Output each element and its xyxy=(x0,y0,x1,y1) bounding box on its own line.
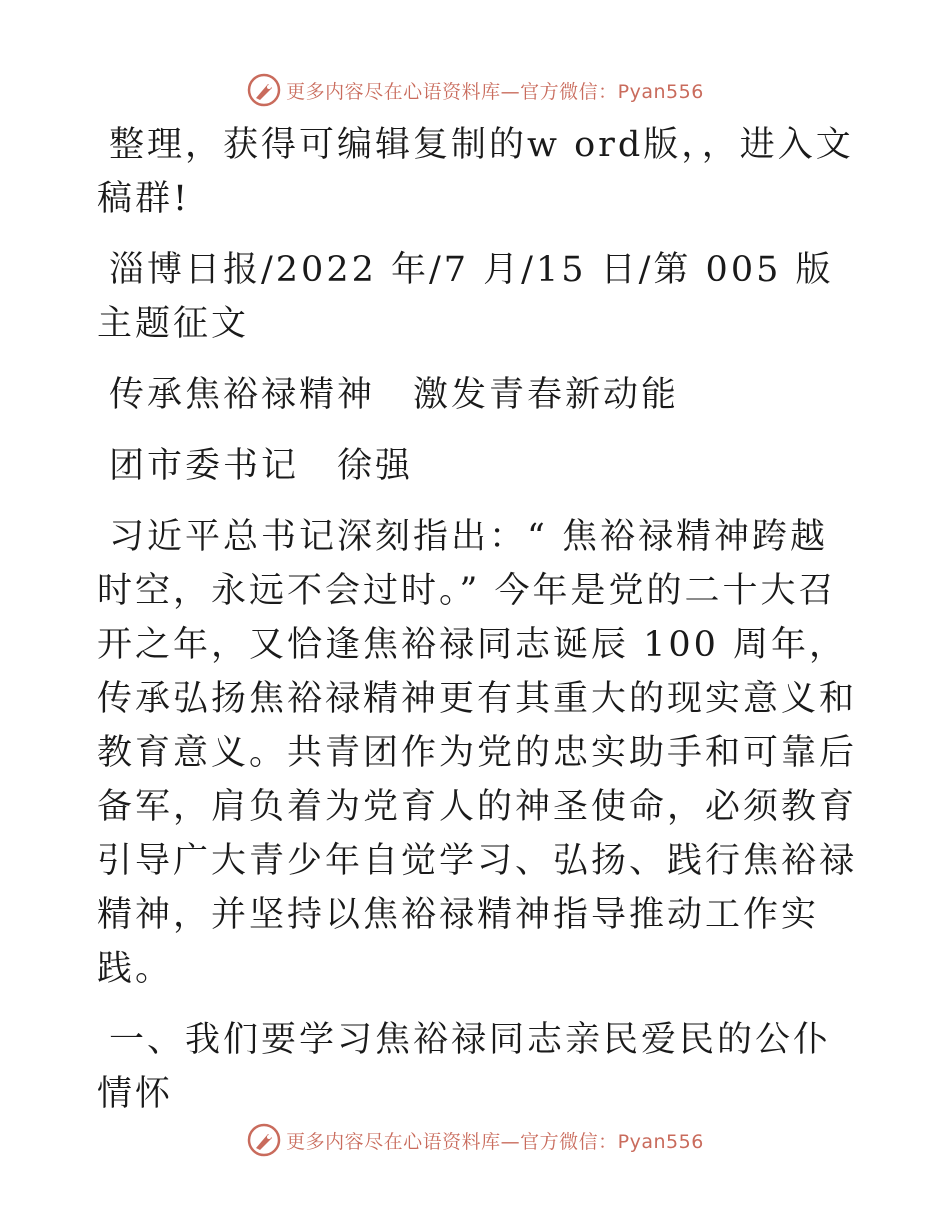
author-line: 团市委书记 徐强 xyxy=(109,446,414,486)
watermark-text: 更多内容尽在心语资料库—官方微信：Pyan556 xyxy=(286,80,704,103)
watermark-text: 更多内容尽在心语资料库—官方微信：Pyan556 xyxy=(286,1130,704,1153)
body-paragraph: 习近平总书记深刻指出：“ 焦裕禄精神跨越时空，永远不会过时。” 今年是党的二十大召开之年，又恰逢焦裕禄同志诞辰 100 周年，传承弘扬焦裕禄精神更有其重大的现实意义和教育意义。共青团作为党的忠实助手和可靠后备军，肩负着为党育人的神圣使命，必须教育引导广大青少年自觉学习、弘扬、践行焦裕禄精神，并坚持以焦裕禄精神指导推动工作实践。 xyxy=(97,517,858,989)
footer-watermark xyxy=(0,1120,950,1160)
article-title: 传承焦裕禄精神 激发青春新动能 xyxy=(109,375,680,415)
intro-note: 整理，获得可编辑复制的w ord版，，进入文稿群! xyxy=(97,125,854,219)
header-watermark xyxy=(0,70,950,110)
document-body xyxy=(97,118,857,1138)
source-line: 淄博日报/2022 年/7 月/15 日/第 005 版主题征文 xyxy=(97,250,834,344)
pen-nib-logo-icon xyxy=(246,72,282,108)
section-heading: 一、我们要学习焦裕禄同志亲民爱民的公仆情怀 xyxy=(97,1020,832,1114)
pen-nib-logo-icon xyxy=(246,1122,282,1158)
